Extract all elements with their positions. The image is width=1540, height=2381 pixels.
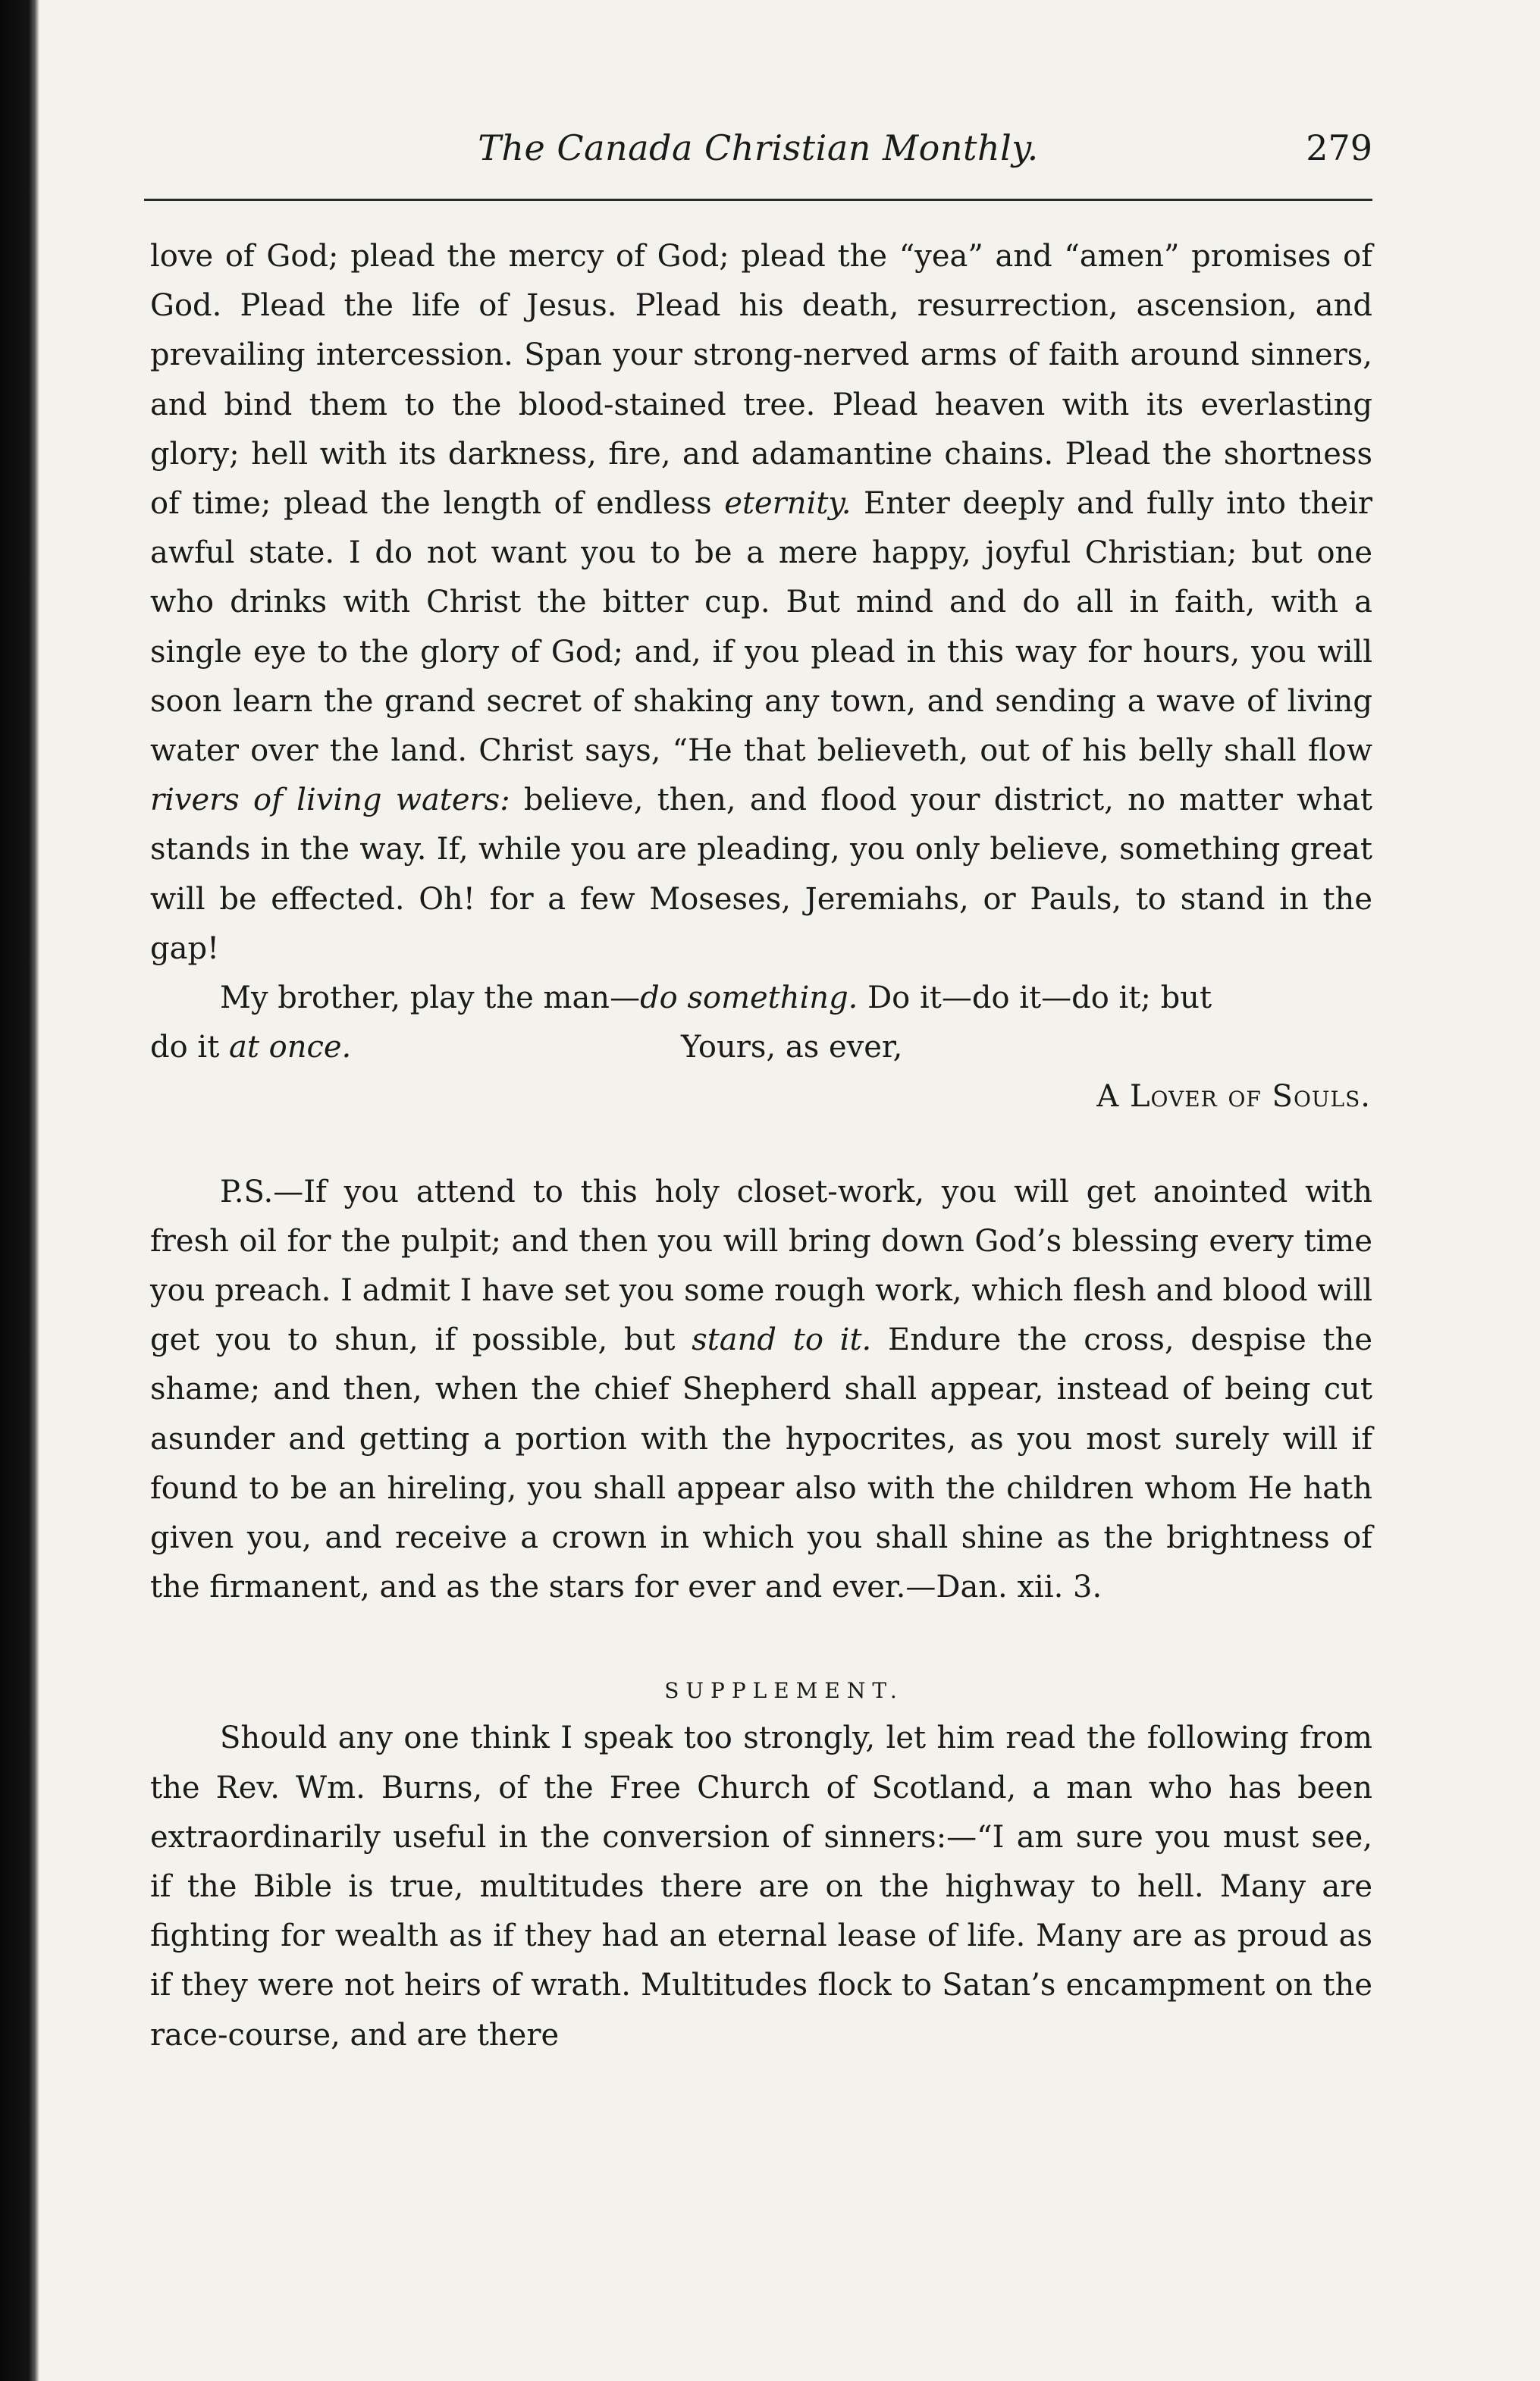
supplement-heading: SUPPLEMENT. [664, 1678, 904, 1704]
spacer [150, 1612, 1372, 1668]
text-run: love of God; plead the mercy of God; plead the “yea” and “amen” promises of God. Plead the life of Jesus. Plead his death, resurrection, ascension, and prevailing intercession. Span your strong-nerved arms of faith around sinners, and bind them to the blood-stained tree. Plead heaven with its everlasting glory; hell with its darkness, fire, and adamantine chains. Plead the shortness of time; plead the length of endless [150, 239, 1372, 522]
italic-run: eternity. [724, 486, 852, 522]
header-rule [144, 199, 1372, 201]
valediction: Yours, as ever, [681, 1030, 903, 1065]
spacer [150, 1122, 1372, 1168]
paragraph-postscript [150, 1168, 1372, 1613]
signature-text: A Lover of Souls. [1096, 1079, 1371, 1115]
running-header [144, 127, 1372, 188]
italic-run: at once. [228, 1030, 352, 1065]
signature [150, 1072, 1372, 1121]
italic-run: rivers of living waters: [150, 783, 510, 818]
page-body [150, 232, 1372, 2060]
text-run: P.S.—If you attend to this holy closet-work, you will get anointed with fresh oil for the pulpit; and then you will bring down God’s blessing every time you preach. I admit I have set you some rough work, which flesh and blood will get you to shun, if possible, but [150, 1174, 1372, 1358]
text-run: Endure the cross, despise the shame; and then, when the chief Shepherd shall appear, instead of being cut asunder and getting a portion with the hypocrites, as you most surely will if found to be an hireling, you shall appear also with the children whom He hath given you, and receive a crown in which you shall shine as the brightness of the firmanent, and as the stars for ever and ever.—Dan. xii. 3. [150, 1322, 1373, 1605]
paragraph-plead [150, 232, 1372, 974]
letter-closing [150, 1023, 1372, 1072]
text-run: Do it—do it—do it; but [858, 980, 1212, 1016]
italic-run: stand to it. [692, 1322, 872, 1358]
italic-run: do something. [640, 980, 858, 1016]
closing-line [150, 1023, 351, 1072]
scan-binding-edge [0, 0, 39, 2381]
page-number: 279 [1306, 127, 1372, 168]
paragraph-supplement: Should any one think I speak too strongly, let him read the following from the Rev. Wm. Burns, of the Free Church of Scotland, a man who has been extraordinarily useful in the conversion of sinners:—“I am sure you must see, if the Bible is true, multitudes there are on the highway to hell. Many are fighting for wealth as if they had an eternal lease of life. Many are as proud as if they were not heirs of wrath. Multitudes flock to Satan’s encampment on the race-course, and are there [150, 1721, 1372, 2053]
paragraph-brother [150, 974, 1372, 1023]
text-run: Enter deeply and fully into their awful state. I do not want you to be a mere happy, joyful Christian; but one who drinks with Christ the bitter cup. But mind and do all in faith, with a single eye to the glory of God; and, if you plead in this way for hours, you will soon learn the grand secret of shaking any town, and sending a wave of living water over the land. Christ says, “He that believeth, out of his belly shall flow [150, 486, 1372, 769]
text-run: do it [150, 1030, 229, 1065]
journal-title: The Canada Christian Monthly. [478, 127, 1039, 168]
text-run: My brother, play the man— [220, 980, 641, 1016]
text-run: believe, then, and flood your district, no matter what stands in the way. If, while you are pleading, you only believe, something great will be effected. Oh! for a few Moseses, Jeremiahs, or Pauls, to stand in the gap! [150, 783, 1372, 966]
